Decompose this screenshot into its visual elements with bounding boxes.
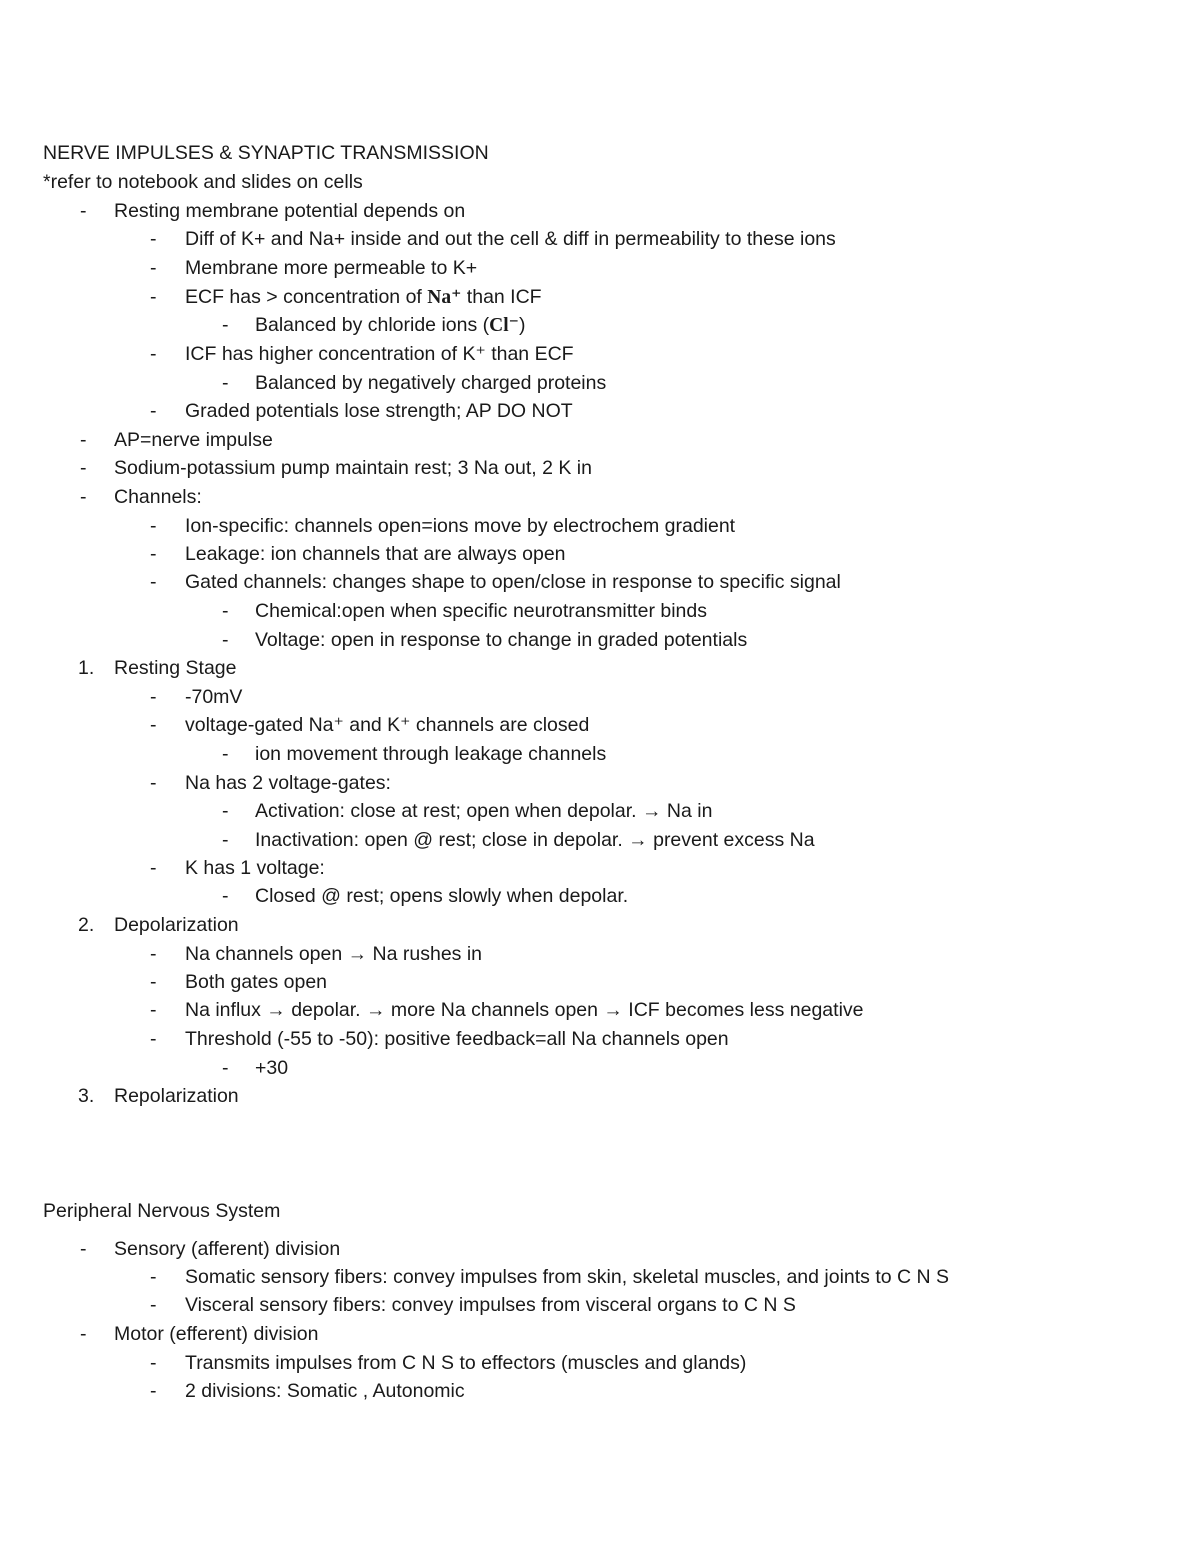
list-item: Sensory (afferent) division <box>114 1238 341 1260</box>
list-number: 2. <box>78 914 95 936</box>
sodium-ion-symbol: Na⁺ <box>427 287 462 308</box>
list-item: Inactivation: open @ rest; close in depolar. → prevent excess Na <box>255 829 815 851</box>
list-number: 3. <box>78 1085 95 1107</box>
list-item: Na channels open → Na rushes in <box>185 943 483 965</box>
bullet-marker: - <box>150 1294 157 1316</box>
list-item: Threshold (-55 to -50): positive feedback=all Na channels open <box>185 1028 729 1050</box>
list-item: 2 divisions: Somatic , Autonomic <box>185 1380 465 1402</box>
bullet-marker: - <box>80 200 87 222</box>
bullet-marker: - <box>150 686 157 708</box>
bullet-marker: - <box>222 1057 229 1079</box>
bullet-marker: - <box>150 999 157 1021</box>
section-title: NERVE IMPULSES & SYNAPTIC TRANSMISSION <box>43 142 489 164</box>
bullet-marker: - <box>222 372 229 394</box>
note-line: *refer to notebook and slides on cells <box>43 171 363 193</box>
list-item: Resting Stage <box>114 657 237 679</box>
text-segment: ) <box>518 314 526 336</box>
bullet-marker: - <box>222 600 229 622</box>
list-item: Gated channels: changes shape to open/close in response to specific signal <box>185 571 841 593</box>
bullet-marker: - <box>150 571 157 593</box>
bullet-marker: - <box>222 800 229 822</box>
list-item: voltage-gated Na⁺ and K⁺ channels are closed <box>185 714 590 736</box>
bullet-marker: - <box>150 772 157 794</box>
list-item: Ion-specific: channels open=ions move by electrochem gradient <box>185 515 736 537</box>
bullet-marker: - <box>80 1323 87 1345</box>
bullet-marker: - <box>80 1238 87 1260</box>
bullet-marker: - <box>150 543 157 565</box>
bullet-marker: - <box>80 486 87 508</box>
bullet-marker: - <box>150 228 157 250</box>
list-item: Balanced by negatively charged proteins <box>255 372 607 394</box>
list-item: Graded potentials lose strength; AP DO NOT <box>185 400 573 422</box>
list-item: Activation: close at rest; open when depolar. → Na in <box>255 800 713 822</box>
text-segment: Balanced by chloride ions ( <box>255 314 490 336</box>
bullet-marker: - <box>150 257 157 279</box>
list-item: -70mV <box>185 686 243 708</box>
list-item <box>185 283 542 311</box>
bullet-marker: - <box>150 286 157 308</box>
bullet-marker: - <box>150 943 157 965</box>
list-item: +30 <box>255 1057 289 1079</box>
list-item: ion movement through leakage channels <box>255 743 607 765</box>
bullet-marker: - <box>80 457 87 479</box>
list-item: Closed @ rest; opens slowly when depolar. <box>255 885 629 907</box>
list-item: Sodium-potassium pump maintain rest; 3 Na out, 2 K in <box>114 457 592 479</box>
bullet-marker: - <box>222 885 229 907</box>
bullet-marker: - <box>150 1380 157 1402</box>
bullet-marker: - <box>222 829 229 851</box>
list-item: Both gates open <box>185 971 328 993</box>
section-title: Peripheral Nervous System <box>43 1200 281 1222</box>
text-segment: than ICF <box>461 286 542 308</box>
list-item <box>255 311 525 339</box>
bullet-marker: - <box>150 400 157 422</box>
list-item: Visceral sensory fibers: convey impulses from visceral organs to C N S <box>185 1294 796 1316</box>
bullet-marker: - <box>150 857 157 879</box>
list-item: Leakage: ion channels that are always open <box>185 543 566 565</box>
list-item: Diff of K+ and Na+ inside and out the cell & diff in permeability to these ions <box>185 228 836 250</box>
bullet-marker: - <box>150 1028 157 1050</box>
list-item: Motor (efferent) division <box>114 1323 319 1345</box>
chloride-ion-symbol: Cl⁻ <box>489 315 519 336</box>
bullet-marker: - <box>150 515 157 537</box>
list-item: Chemical:open when specific neurotransmitter binds <box>255 600 707 622</box>
bullet-marker: - <box>150 1352 157 1374</box>
list-number: 1. <box>78 657 95 679</box>
list-item: Repolarization <box>114 1085 239 1107</box>
bullet-marker: - <box>150 1266 157 1288</box>
list-item: Channels: <box>114 486 202 508</box>
bullet-marker: - <box>222 743 229 765</box>
list-item: K has 1 voltage: <box>185 857 325 879</box>
bullet-marker: - <box>150 343 157 365</box>
list-item: Membrane more permeable to K+ <box>185 257 478 279</box>
list-item: Somatic sensory fibers: convey impulses from skin, skeletal muscles, and joints to C N S <box>185 1266 950 1288</box>
list-item: ICF has higher concentration of K⁺ than ECF <box>185 343 574 365</box>
list-item: Voltage: open in response to change in graded potentials <box>255 629 748 651</box>
bullet-marker: - <box>80 429 87 451</box>
list-item: Na influx → depolar. → more Na channels open → ICF becomes less negative <box>185 999 864 1021</box>
bullet-marker: - <box>222 629 229 651</box>
bullet-marker: - <box>150 714 157 736</box>
list-item: AP=nerve impulse <box>114 429 273 451</box>
list-item: Na has 2 voltage-gates: <box>185 772 391 794</box>
text-segment: ECF has > concentration of <box>185 286 428 308</box>
list-item: Depolarization <box>114 914 239 936</box>
bullet-marker: - <box>222 314 229 336</box>
bullet-marker: - <box>150 971 157 993</box>
list-item: Transmits impulses from C N S to effectors (muscles and glands) <box>185 1352 747 1374</box>
list-item: Resting membrane potential depends on <box>114 200 466 222</box>
